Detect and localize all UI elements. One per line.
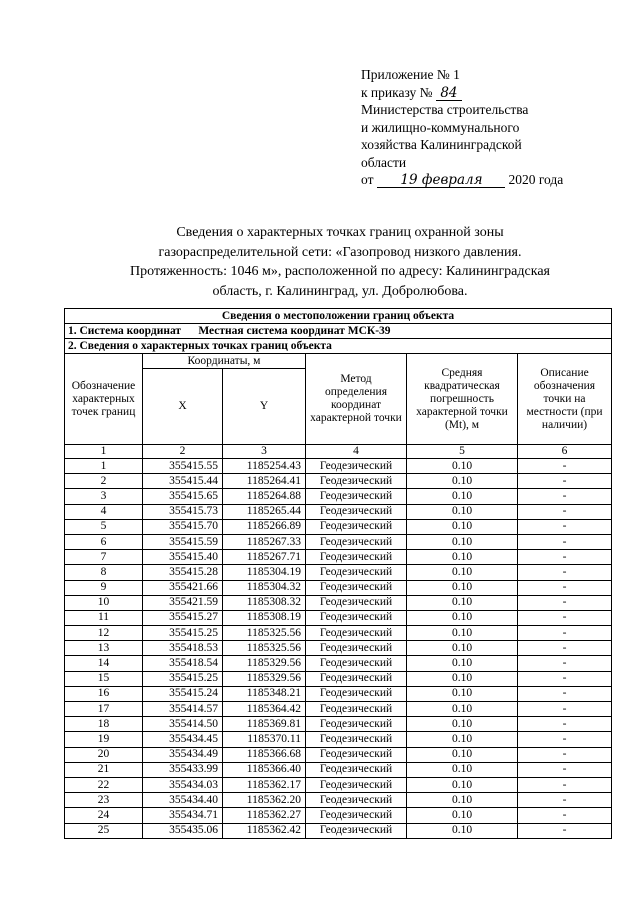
error: 0.10: [407, 534, 518, 549]
point-number: 23: [65, 793, 143, 808]
point-number: 2: [65, 474, 143, 489]
title-line-3: Протяженность: 1046 м», расположенной по адресу: Калининградская: [130, 264, 550, 279]
point-number: 15: [65, 671, 143, 686]
point-number: 13: [65, 641, 143, 656]
method: Геодезический: [306, 732, 407, 747]
date-suffix: 2020 года: [508, 172, 564, 187]
header-designation: Обозначение характерных точек границ: [65, 354, 143, 445]
point-number: 6: [65, 534, 143, 549]
coord-x: 355434.71: [143, 808, 223, 823]
error: 0.10: [407, 489, 518, 504]
method: Геодезический: [306, 595, 407, 610]
method: Геодезический: [306, 762, 407, 777]
coordinate-system-row: [65, 324, 612, 339]
column-number: 6: [518, 445, 612, 459]
column-number: 3: [223, 445, 306, 459]
error: 0.10: [407, 550, 518, 565]
point-number: 24: [65, 808, 143, 823]
point-number: 17: [65, 702, 143, 717]
error: 0.10: [407, 610, 518, 625]
coord-x: 355434.49: [143, 747, 223, 762]
header-x: X: [143, 369, 223, 445]
ministry-line-2: и жилищно-коммунального: [361, 119, 520, 135]
points-section-label: 2. Сведения о характерных точках границ объекта: [65, 339, 612, 354]
table-row: [65, 459, 612, 474]
error: 0.10: [407, 686, 518, 701]
point-number: 10: [65, 595, 143, 610]
description: -: [518, 686, 612, 701]
coord-y: 1185308.19: [223, 610, 306, 625]
table-row: [65, 686, 612, 701]
point-number: 20: [65, 747, 143, 762]
description: -: [518, 595, 612, 610]
error: 0.10: [407, 626, 518, 641]
method: Геодезический: [306, 747, 407, 762]
table-row: [65, 762, 612, 777]
coord-y: 1185370.11: [223, 732, 306, 747]
coord-y: 1185362.20: [223, 793, 306, 808]
coord-y: 1185329.56: [223, 656, 306, 671]
order-number: 84: [436, 86, 462, 101]
coord-y: 1185308.32: [223, 595, 306, 610]
header-error: Средняя квадратическая погрешность характерной точки (Mt), м: [407, 354, 518, 445]
title-line-2: газораспределительной сети: «Газопровод низкого давления.: [158, 244, 522, 260]
point-number: 4: [65, 504, 143, 519]
method: Геодезический: [306, 717, 407, 732]
title-line-4: область, г. Калининград, ул. Добролюбова.: [212, 283, 468, 299]
description: -: [518, 641, 612, 656]
point-number: 7: [65, 550, 143, 565]
coord-y: 1185325.56: [223, 626, 306, 641]
point-number: 19: [65, 732, 143, 747]
description: -: [518, 762, 612, 777]
description: -: [518, 550, 612, 565]
coord-y: 1185362.17: [223, 777, 306, 792]
boundary-points-table: [64, 308, 612, 839]
description: -: [518, 474, 612, 489]
description: -: [518, 519, 612, 534]
point-number: 14: [65, 656, 143, 671]
order-prefix: к приказу №: [361, 84, 433, 100]
method: Геодезический: [306, 702, 407, 717]
method: Геодезический: [306, 550, 407, 565]
point-number: 22: [65, 777, 143, 792]
error: 0.10: [407, 793, 518, 808]
error: 0.10: [407, 641, 518, 656]
coord-x: 355418.53: [143, 641, 223, 656]
header-description: Описание обозначения точки на местности (при наличии): [518, 354, 612, 445]
description: -: [518, 823, 612, 838]
description: -: [518, 732, 612, 747]
coord-x: 355421.59: [143, 595, 223, 610]
coord-x: 355414.57: [143, 702, 223, 717]
coordinate-system-value: Местная система координат МСК-39: [198, 324, 391, 337]
coord-y: 1185369.81: [223, 717, 306, 732]
point-number: 25: [65, 823, 143, 838]
coord-y: 1185329.56: [223, 671, 306, 686]
method: Геодезический: [306, 686, 407, 701]
header-y: Y: [223, 369, 306, 445]
method: Геодезический: [306, 565, 407, 580]
table-row: [65, 656, 612, 671]
header-method: Метод определения координат характерной точки: [306, 354, 407, 445]
section-title: Сведения о местоположении границ объекта: [65, 309, 612, 324]
point-number: 9: [65, 580, 143, 595]
coord-x: 355434.45: [143, 732, 223, 747]
description: -: [518, 747, 612, 762]
coord-x: 355415.55: [143, 459, 223, 474]
table-row: [65, 610, 612, 625]
method: Геодезический: [306, 504, 407, 519]
method: Геодезический: [306, 626, 407, 641]
header-coordinates: Координаты, м: [143, 354, 306, 369]
description: -: [518, 459, 612, 474]
description: -: [518, 808, 612, 823]
description: -: [518, 580, 612, 595]
coord-y: 1185265.44: [223, 504, 306, 519]
coord-x: 355415.65: [143, 489, 223, 504]
method: Геодезический: [306, 823, 407, 838]
description: -: [518, 565, 612, 580]
error: 0.10: [407, 747, 518, 762]
coord-y: 1185364.42: [223, 702, 306, 717]
error: 0.10: [407, 656, 518, 671]
method: Геодезический: [306, 777, 407, 792]
error: 0.10: [407, 595, 518, 610]
error: 0.10: [407, 717, 518, 732]
date-line: [361, 171, 631, 189]
description: -: [518, 504, 612, 519]
coord-x: 355435.06: [143, 823, 223, 838]
coord-y: 1185304.32: [223, 580, 306, 595]
table-row: [65, 747, 612, 762]
coordinate-system-label: 1. Система координат: [68, 324, 182, 337]
coord-y: 1185366.40: [223, 762, 306, 777]
table-row: [65, 504, 612, 519]
method: Геодезический: [306, 474, 407, 489]
point-number: 8: [65, 565, 143, 580]
table-row: [65, 474, 612, 489]
column-number: 2: [143, 445, 223, 459]
method: Геодезический: [306, 459, 407, 474]
appendix-block: [361, 66, 631, 189]
description: -: [518, 656, 612, 671]
coord-x: 355415.24: [143, 686, 223, 701]
coord-y: 1185362.27: [223, 808, 306, 823]
method: Геодезический: [306, 580, 407, 595]
column-number: 4: [306, 445, 407, 459]
coord-x: 355418.54: [143, 656, 223, 671]
point-number: 1: [65, 459, 143, 474]
coord-x: 355421.66: [143, 580, 223, 595]
coord-y: 1185254.43: [223, 459, 306, 474]
table-row: [65, 702, 612, 717]
method: Геодезический: [306, 519, 407, 534]
description: -: [518, 489, 612, 504]
error: 0.10: [407, 519, 518, 534]
error: 0.10: [407, 565, 518, 580]
description: -: [518, 534, 612, 549]
method: Геодезический: [306, 656, 407, 671]
coord-x: 355415.73: [143, 504, 223, 519]
date-prefix: от: [361, 172, 374, 187]
description: -: [518, 626, 612, 641]
coord-y: 1185348.21: [223, 686, 306, 701]
description: -: [518, 610, 612, 625]
error: 0.10: [407, 762, 518, 777]
method: Геодезический: [306, 641, 407, 656]
table-row: [65, 626, 612, 641]
coord-y: 1185264.88: [223, 489, 306, 504]
coord-y: 1185266.89: [223, 519, 306, 534]
point-number: 11: [65, 610, 143, 625]
coord-y: 1185366.68: [223, 747, 306, 762]
table-row: [65, 671, 612, 686]
error: 0.10: [407, 580, 518, 595]
point-number: 18: [65, 717, 143, 732]
ministry-line-1: Министерства строительства: [361, 102, 529, 117]
error: 0.10: [407, 671, 518, 686]
table-row: [65, 550, 612, 565]
method: Геодезический: [306, 793, 407, 808]
error: 0.10: [407, 732, 518, 747]
coord-y: 1185325.56: [223, 641, 306, 656]
document-title: [90, 223, 590, 301]
coord-y: 1185304.19: [223, 565, 306, 580]
table-row: [65, 823, 612, 838]
error: 0.10: [407, 702, 518, 717]
coord-x: 355415.40: [143, 550, 223, 565]
coord-x: 355415.28: [143, 565, 223, 580]
description: -: [518, 777, 612, 792]
title-line-1: Сведения о характерных точках границ охранной зоны: [176, 225, 504, 240]
coord-y: 1185264.41: [223, 474, 306, 489]
coord-x: 355415.25: [143, 671, 223, 686]
point-number: 21: [65, 762, 143, 777]
coord-x: 355415.59: [143, 534, 223, 549]
appendix-title: Приложение № 1: [361, 67, 460, 82]
table-row: [65, 519, 612, 534]
error: 0.10: [407, 459, 518, 474]
point-number: 5: [65, 519, 143, 534]
ministry-line-3: хозяйства Калининградской: [361, 137, 522, 152]
method: Геодезический: [306, 489, 407, 504]
table-row: [65, 732, 612, 747]
table-row: [65, 717, 612, 732]
description: -: [518, 702, 612, 717]
error: 0.10: [407, 777, 518, 792]
table-row: [65, 808, 612, 823]
error: 0.10: [407, 504, 518, 519]
table-row: [65, 534, 612, 549]
coord-x: 355415.27: [143, 610, 223, 625]
coord-x: 355415.44: [143, 474, 223, 489]
coord-x: 355433.99: [143, 762, 223, 777]
error: 0.10: [407, 808, 518, 823]
coord-x: 355434.40: [143, 793, 223, 808]
description: -: [518, 717, 612, 732]
method: Геодезический: [306, 671, 407, 686]
handwritten-date: 19 февраля: [377, 173, 505, 188]
column-number: 1: [65, 445, 143, 459]
order-line: [361, 84, 631, 102]
coord-y: 1185267.71: [223, 550, 306, 565]
coord-y: 1185362.42: [223, 823, 306, 838]
coord-x: 355415.70: [143, 519, 223, 534]
table-row: [65, 595, 612, 610]
coord-x: 355415.25: [143, 626, 223, 641]
error: 0.10: [407, 474, 518, 489]
column-number: 5: [407, 445, 518, 459]
point-number: 12: [65, 626, 143, 641]
method: Геодезический: [306, 534, 407, 549]
coord-x: 355414.50: [143, 717, 223, 732]
coord-x: 355434.03: [143, 777, 223, 792]
method: Геодезический: [306, 808, 407, 823]
table-row: [65, 580, 612, 595]
coord-y: 1185267.33: [223, 534, 306, 549]
table-row: [65, 793, 612, 808]
error: 0.10: [407, 823, 518, 838]
ministry-line-4: области: [361, 154, 407, 170]
description: -: [518, 793, 612, 808]
table-row: [65, 777, 612, 792]
method: Геодезический: [306, 610, 407, 625]
description: -: [518, 671, 612, 686]
point-number: 16: [65, 686, 143, 701]
point-number: 3: [65, 489, 143, 504]
table-row: [65, 565, 612, 580]
table-row: [65, 641, 612, 656]
table-row: [65, 489, 612, 504]
